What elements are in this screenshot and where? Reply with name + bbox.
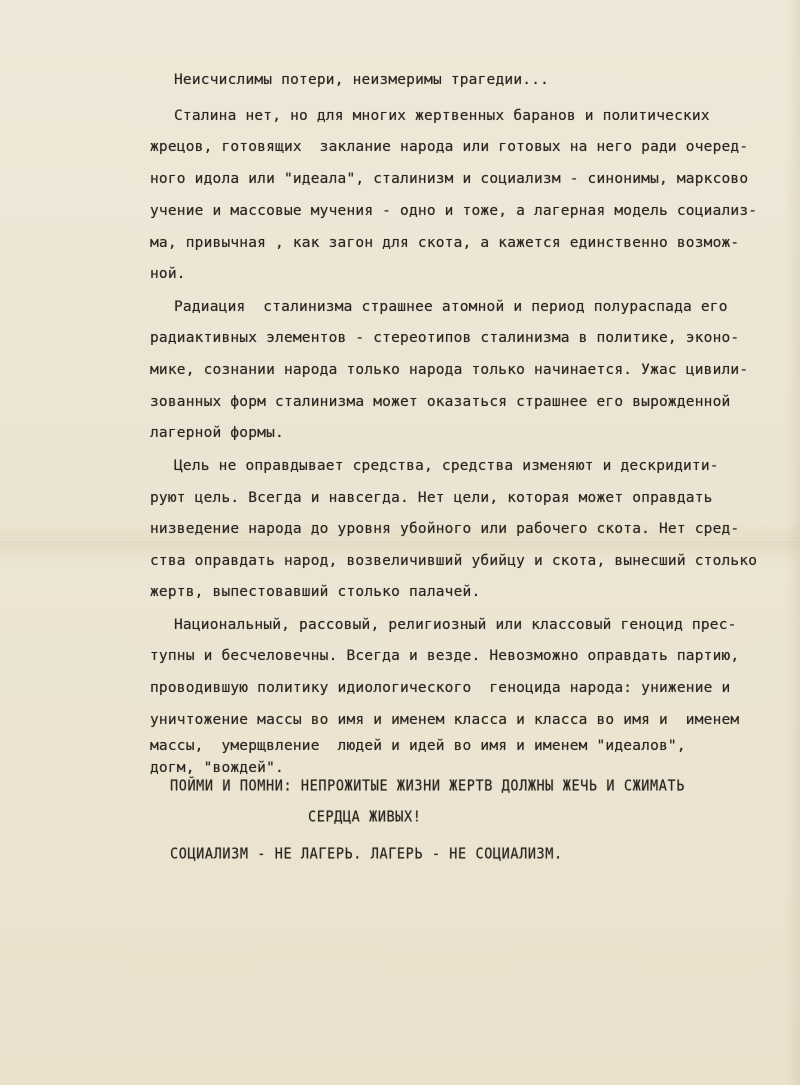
text-line: догм, "вождей". (150, 760, 284, 776)
text-line: жертв, выпестовавший столько палачей. (150, 584, 481, 600)
closing-line: СОЦИАЛИЗМ - НЕ ЛАГЕРЬ. ЛАГЕРЬ - НЕ СОЦИАЛИЗМ. (170, 845, 563, 863)
text-line: Радиация сталинизма страшнее атомной и период полураспада его (174, 299, 728, 315)
text-line: проводившую политику идиологического геноцида народа: унижение и (150, 680, 731, 696)
text-line: Цель не оправдывает средства, средства изменяют и дескридити- (174, 458, 719, 474)
text-line: Сталина нет, но для многих жертвенных баранов и политических (174, 108, 710, 124)
slogan-line: ПОЙМИ И ПОМНИ: НЕПРОЖИТЫЕ ЖИЗНИ ЖЕРТВ ДОЛЖНЫ ЖЕЧЬ И СЖИМАТЬ (170, 777, 685, 795)
text-line: мике, сознании народа только народа только начинается. Ужас цивили- (150, 362, 749, 378)
text-line: ства оправдать народ, возвеличивший убийцу и скота, вынесший столько (150, 553, 758, 569)
slogan-line: СЕРДЦА ЖИВЫХ! (308, 808, 422, 826)
text-line: ного идола или "идеала", сталинизм и социализм - синонимы, марксово (150, 171, 749, 187)
text-line: Национальный, рассовый, религиозный или классовый геноцид прес- (174, 617, 737, 633)
text-line: лагерной формы. (150, 425, 284, 441)
text-line: уничтожение массы во имя и именем класса и класса во имя и именем (150, 712, 740, 728)
text-line: радиактивных элементов - стереотипов сталинизма в политике, эконо- (150, 330, 740, 346)
text-line: ма, привычная , как загон для скота, а кажется единственно возмож- (150, 235, 740, 251)
text-line: ной. (150, 266, 186, 282)
paper-edge-shadow (786, 0, 800, 1085)
text-line: Неисчислимы потери, неизмеримы трагедии... (174, 72, 550, 88)
text-line: тупны и бесчеловечны. Всегда и везде. Невозможно оправдать партию, (150, 648, 740, 664)
text-line: руют цель. Всегда и навсегда. Нет цели, которая может оправдать (150, 490, 713, 506)
text-line: учение и массовые мучения - одно и тоже, а лагерная модель социализ- (150, 203, 758, 219)
text-line: низведение народа до уровня убойного или рабочего скота. Нет сред- (150, 521, 740, 537)
text-line: жрецов, готовящих заклание народа или готовых на него ради очеред- (150, 139, 749, 155)
text-line: массы, умерщвление людей и идей во имя и именем "идеалов", (150, 738, 686, 754)
text-line: зованных форм сталинизма может оказаться страшнее его вырожденной (150, 394, 731, 410)
